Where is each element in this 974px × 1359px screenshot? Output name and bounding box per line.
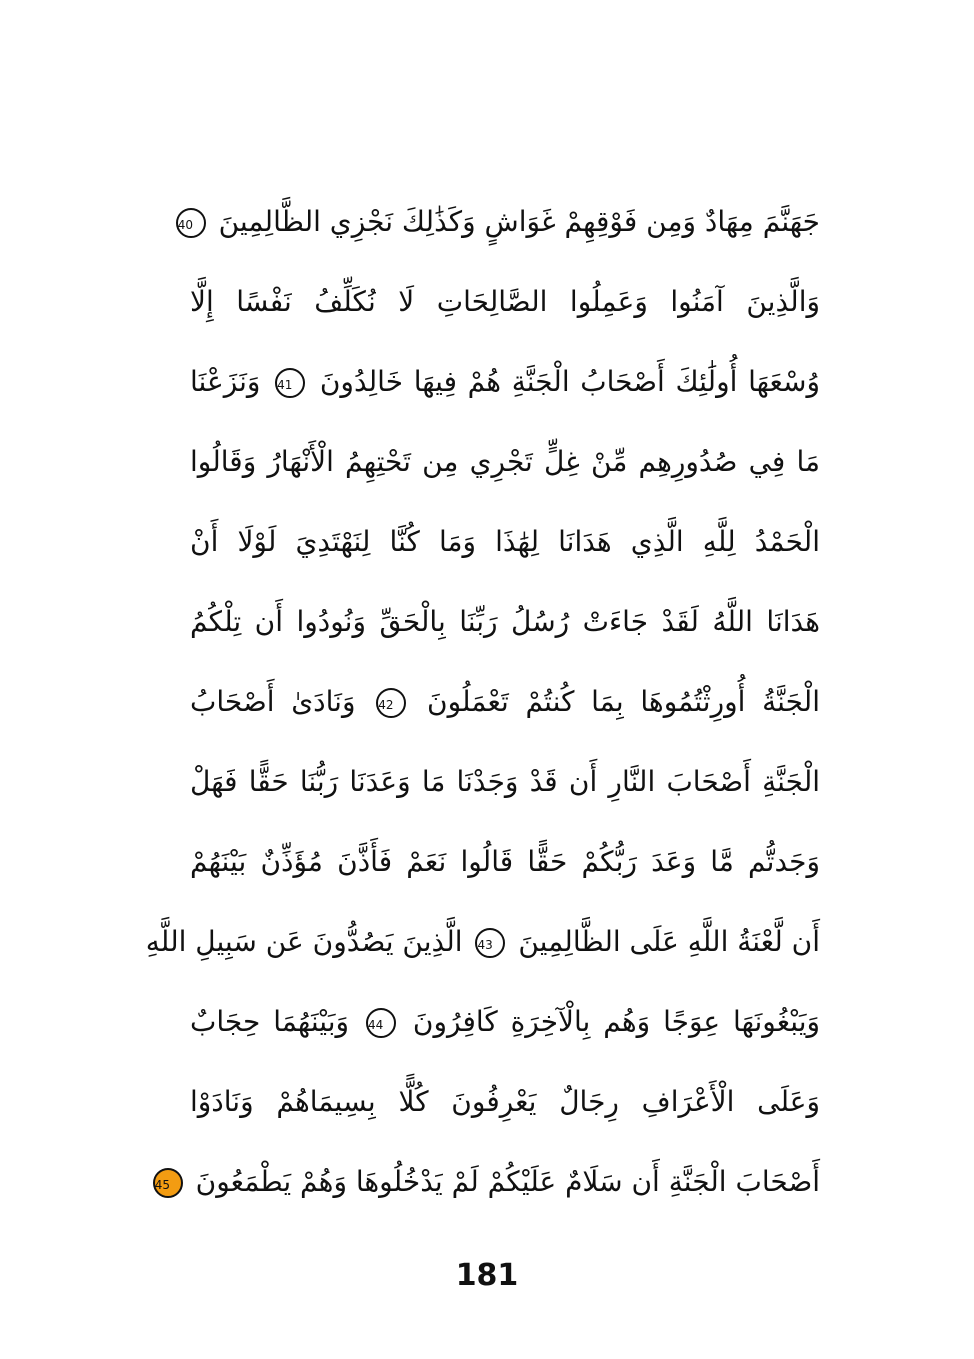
text-line-2 xyxy=(190,262,820,342)
ayah-marker-42: 42 xyxy=(376,688,406,718)
line-text: هَدَانَا اللَّهُ لَقَدْ جَاءَتْ رُسُلُ رَبِّنَا بِالْحَقِّ وَنُودُوا أَن تِلْكُمُ xyxy=(190,605,820,638)
quran-text-block xyxy=(145,182,821,1222)
line-text: الْحَمْدُ لِلَّهِ الَّذِي هَدَانَا لِهَٰذَا وَمَا كُنَّا لِنَهْتَدِيَ لَوْلَا أَنْ xyxy=(190,525,820,558)
text-line-7 xyxy=(190,662,820,742)
line-text: وَعَلَى الْأَعْرَافِ رِجَالٌ يَعْرِفُونَ كُلًّا بِسِيمَاهُمْ وَنَادَوْا xyxy=(190,1085,820,1118)
text-line-9 xyxy=(190,822,820,902)
ayah-marker-43: 43 xyxy=(475,928,505,958)
page-number: 181 xyxy=(455,1258,519,1293)
line-text: أَصْحَابَ الْجَنَّةِ أَن سَلَامٌ عَلَيْكُمْ لَمْ يَدْخُلُوهَا وَهُمْ يَطْمَعُونَ xyxy=(195,1165,820,1198)
ayah-marker-44: 44 xyxy=(366,1008,396,1038)
line-text: جَهَنَّمَ مِهَادٌ وَمِن فَوْقِهِمْ غَوَاشٍ وَكَذَٰلِكَ نَجْزِي الظَّالِمِينَ xyxy=(218,205,820,238)
line-text: وَيَبْغُونَهَا عِوَجًا وَهُم بِالْآخِرَةِ كَافِرُونَ xyxy=(412,1005,821,1038)
line-text-after: وَنَزَعْنَا xyxy=(190,365,261,398)
text-line-10 xyxy=(145,902,820,982)
line-text: وُسْعَهَا أُولَٰئِكَ أَصْحَابُ الْجَنَّةِ هُمْ فِيهَا خَالِدُونَ xyxy=(319,365,821,398)
line-text: الْجَنَّةِ أَصْحَابَ النَّارِ أَن قَدْ وَجَدْنَا مَا وَعَدَنَا رَبُّنَا حَقًّا فَهَلْ xyxy=(190,765,820,798)
ayah-marker-40: 40 xyxy=(176,208,206,238)
line-text: وَالَّذِينَ آمَنُوا وَعَمِلُوا الصَّالِحَاتِ لَا نُكَلِّفُ نَفْسًا إِلَّا xyxy=(190,285,820,318)
text-line-4 xyxy=(190,422,820,502)
text-line-6 xyxy=(190,582,820,662)
text-line-1 xyxy=(177,182,820,262)
text-line-13 xyxy=(154,1142,820,1222)
ayah-marker-45: 45 xyxy=(153,1168,183,1198)
text-line-5 xyxy=(190,502,820,582)
line-text: وَجَدتُّم مَّا وَعَدَ رَبُّكُمْ حَقًّا قَالُوا نَعَمْ فَأَذَّنَ مُؤَذِّنٌ بَيْنَهُمْ xyxy=(190,845,820,878)
line-text: مَا فِي صُدُورِهِم مِّنْ غِلٍّ تَجْرِي مِن تَحْتِهِمُ الْأَنْهَارُ وَقَالُوا xyxy=(190,445,820,478)
text-line-3 xyxy=(190,342,820,422)
text-line-11 xyxy=(190,982,820,1062)
line-text-after: وَنَادَىٰ أَصْحَابُ xyxy=(190,685,356,718)
text-line-8 xyxy=(190,742,820,822)
line-text: أَن لَّعْنَةُ اللَّهِ عَلَى الظَّالِمِينَ xyxy=(518,925,820,958)
line-text: الْجَنَّةُ أُورِثْتُمُوهَا بِمَا كُنتُمْ تَعْمَلُونَ xyxy=(427,685,820,718)
text-line-12 xyxy=(190,1062,820,1142)
line-text-after: الَّذِينَ يَصُدُّونَ عَن سَبِيلِ اللَّهِ xyxy=(145,925,463,958)
line-text-after: وَبَيْنَهُمَا حِجَابٌ xyxy=(190,1005,350,1038)
ayah-marker-41: 41 xyxy=(275,368,305,398)
